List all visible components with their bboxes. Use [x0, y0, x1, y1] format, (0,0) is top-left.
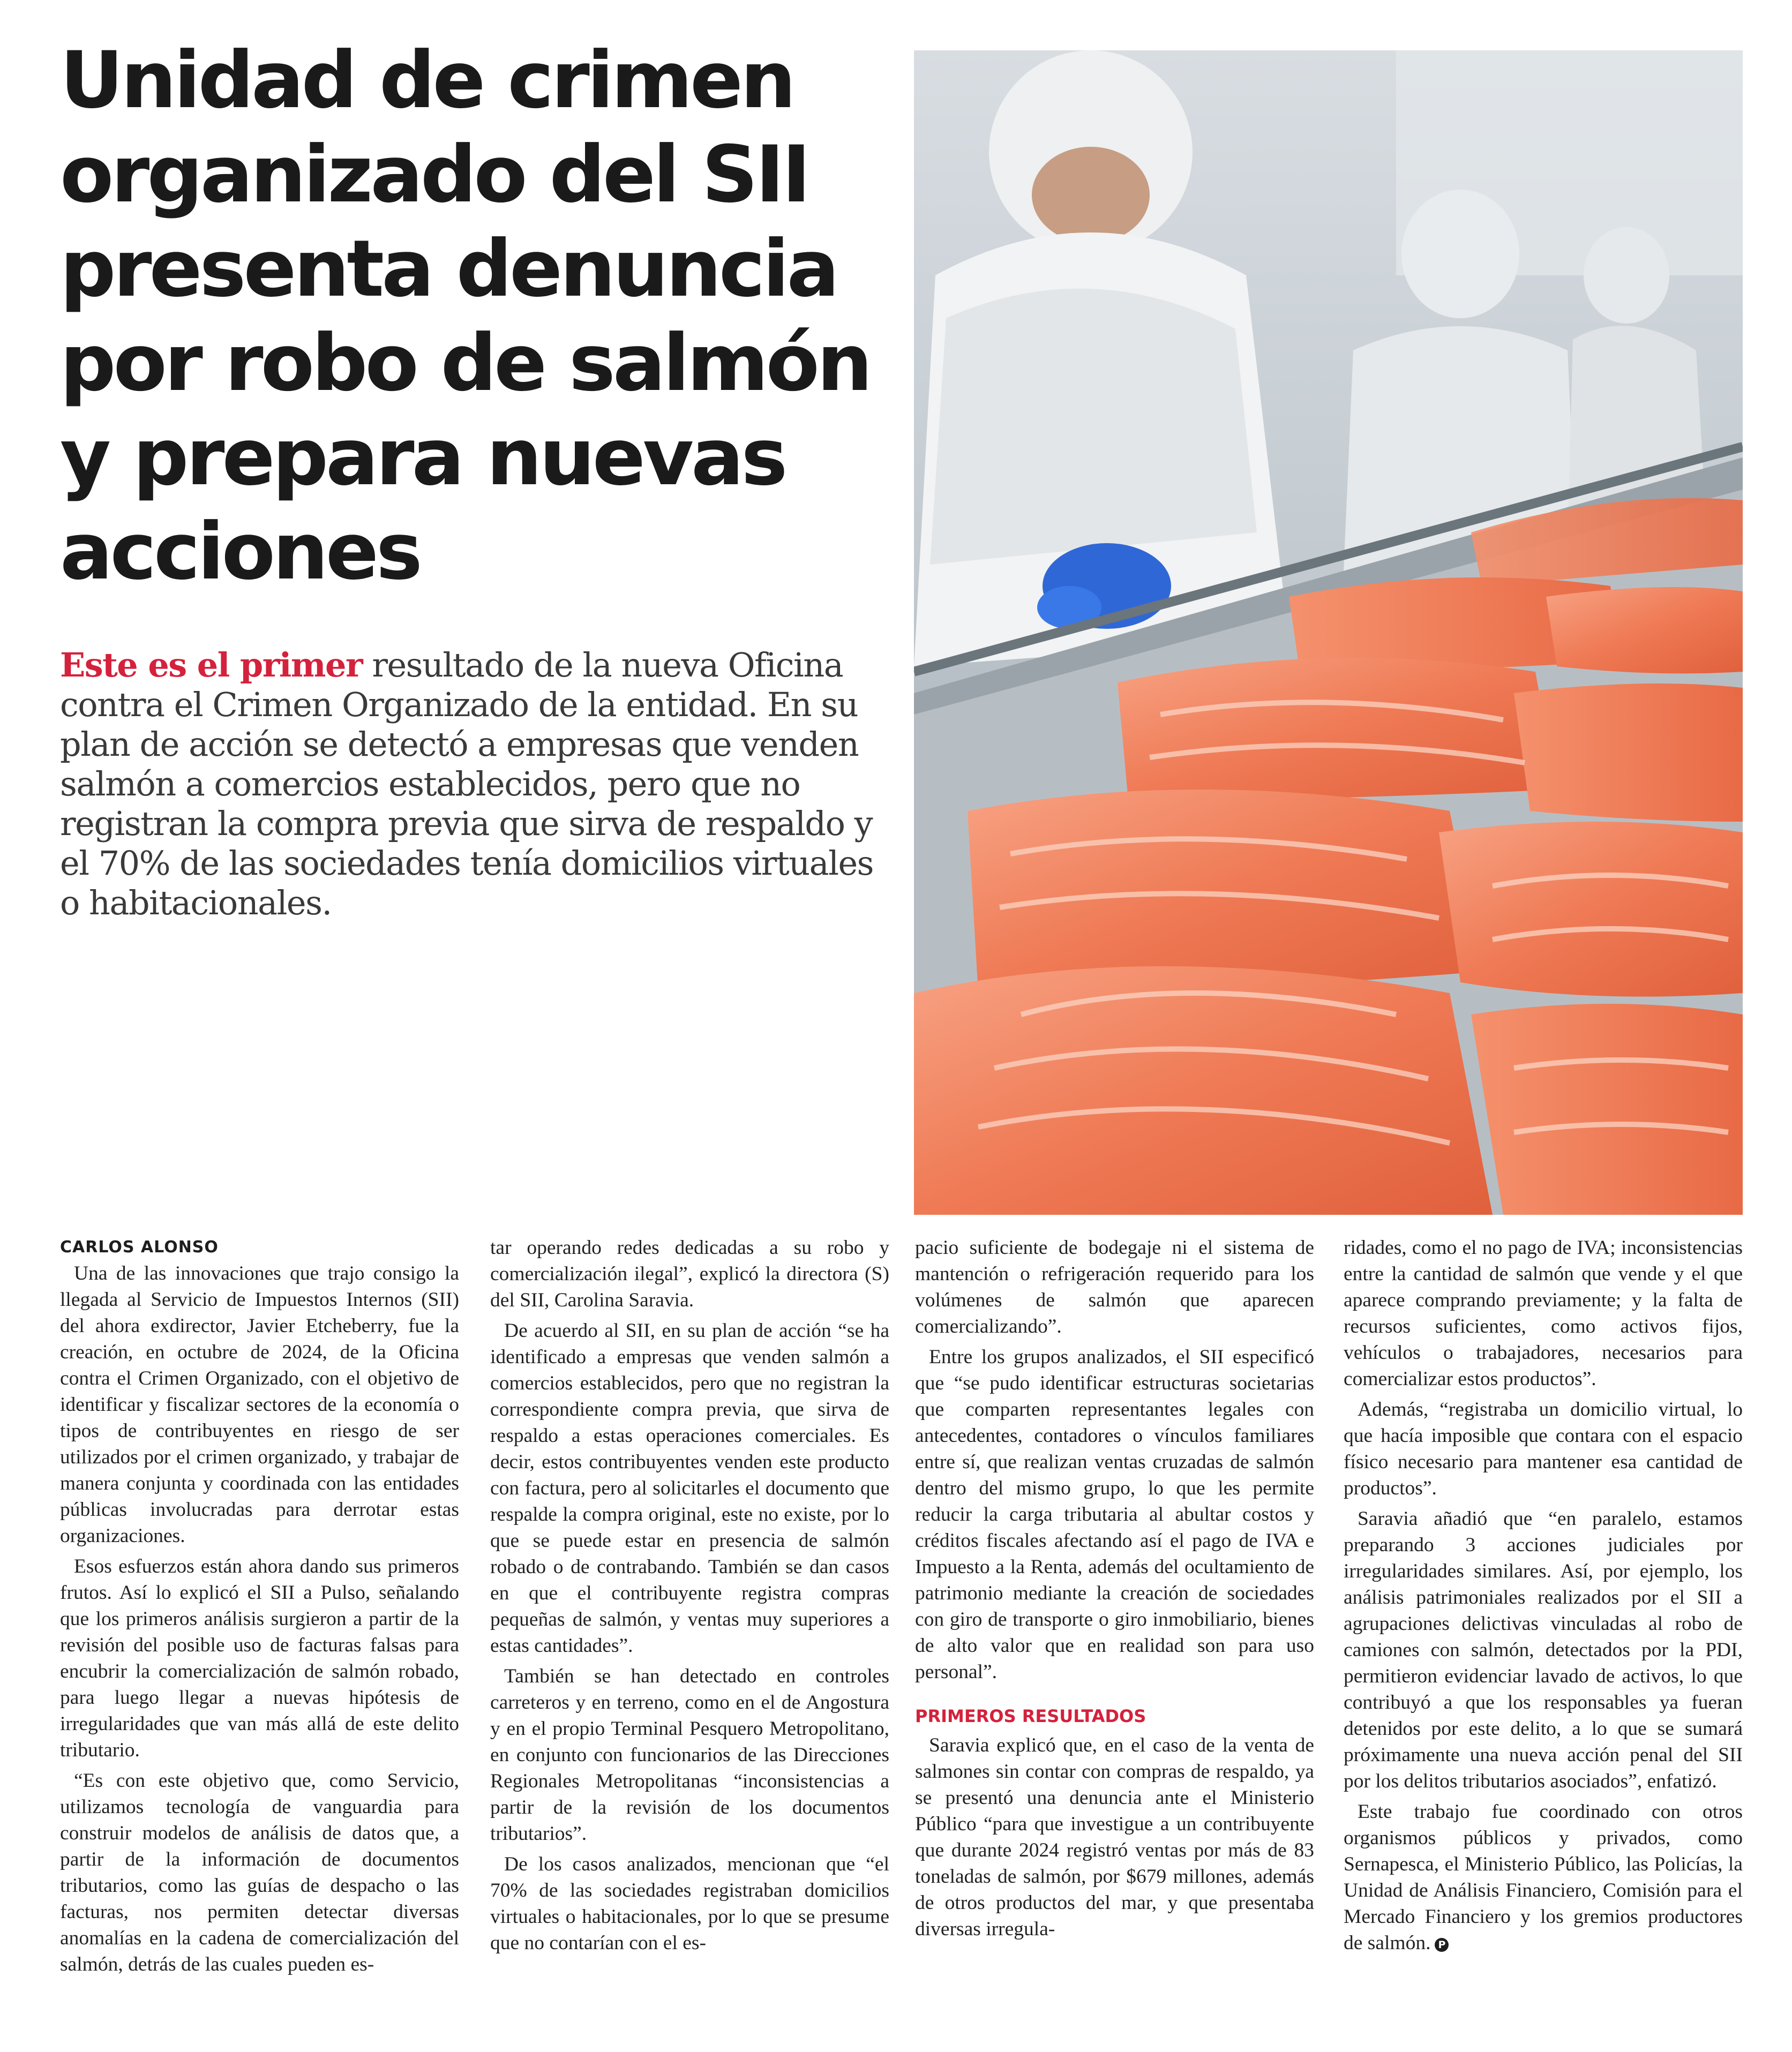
lede-text: resultado de la nueva Oficina contra el Crimen Organizado de la entidad. En su plan de acción se detectó a empresas que venden salmón a comercios establecidos, pero que no registran la compra previa que sirva de respaldo y el 70% de las sociedades tenía domicilios virtuales o habitacionales.	[60, 645, 873, 922]
lede	[60, 645, 896, 923]
article-column-2	[490, 1235, 889, 1956]
salmon-processing-line-photo	[914, 50, 1743, 1215]
headline: Unidad de crimen organizado del SII presenta denuncia por robo de salmón y prepara nuevas acciones	[60, 35, 870, 597]
paragraph: Entre los grupos analizados, el SII especificó que “se pudo identificar estructuras societarias que comparten representantes legales con antecedentes, contadores o vínculos familiares entre sí, que realizan ventas cruzadas de salmón dentro del mismo grupo, lo que les permite reducir la carga tributaria al abultar costos y créditos fiscales afectando así el pago de IVA e Impuesto a la Renta, además del ocultamiento de patrimonio mediante la creación de sociedades con giro de transporte o giro inmobiliario, bienes de alto valor que en realidad son para uso personal”.	[915, 1346, 1314, 1683]
end-mark-icon: P	[1435, 1938, 1449, 1952]
article-column-4	[1344, 1235, 1743, 1956]
paragraph	[1344, 1799, 1743, 1956]
article-column-3	[915, 1235, 1314, 1942]
paragraph: También se han detectado en controles carreteros y en terreno, como en el de Angostura y en el propio Terminal Pesquero Metropolitano, en conjunto con funcionarios de las Direcciones Regionales Metropolitanas “inconsistencias a partir de la revisión de los documentos tributarios”.	[490, 1665, 889, 1845]
paragraph: Saravia explicó que, en el caso de la venta de salmones sin contar con compras de respaldo, ya se presentó una denuncia ante el Ministerio Público “para que investigue a un contribuyente que durante 2024 registró ventas por más de 83 toneladas de salmón, por $679 millones, además de otros productos del mar, y que presentaba diversas irregula-	[915, 1734, 1314, 1940]
paragraph: ridades, como el no pago de IVA; inconsistencias entre la cantidad de salmón que vende y el que aparece comprando previamente; y la falta de recursos suficientes, como activos fijos, vehículos o trabajadores, necesarios para comercializar estos productos”.	[1344, 1237, 1743, 1390]
paragraph: pacio suficiente de bodegaje ni el sistema de mantención o refrigeración requerido para los volúmenes de salmón que aparecen comercializando”.	[915, 1237, 1314, 1337]
paragraph: tar operando redes dedicadas a su robo y comercialización ilegal”, explicó la directora (S) del SII, Carolina Saravia.	[490, 1237, 889, 1311]
paragraph: Esos esfuerzos están ahora dando sus primeros frutos. Así lo explicó el SII a Pulso, señalando que los primeros análisis surgieron a partir de la revisión del posible uso de facturas falsas para encubrir la comercialización de salmón robado, para luego llegar a nuevas hipótesis de irregularidades que van más allá de este delito tributario.	[60, 1555, 459, 1761]
paragraph: Una de las innovaciones que trajo consigo la llegada al Servicio de Impuestos Internos (SII) del ahora exdirector, Javier Etcheberry, fue la creación, en octubre de 2024, de la Oficina contra el Crimen Organizado, con el objetivo de identificar y fiscalizar sectores de la economía o tipos de contribuyentes en riesgo de ser utilizados por el crimen organizado, y trabajar de manera conjunta y coordinada con las entidades públicas involucradas para derrotar estas organizaciones.	[60, 1262, 459, 1547]
subheading: PRIMEROS RESULTADOS	[915, 1706, 1146, 1726]
paragraph: Además, “registraba un domicilio virtual, lo que hacía imposible que contara con el espacio físico necesario para mantener esa cantidad de productos”.	[1344, 1399, 1743, 1499]
lede-lead-in: Este es el primer	[60, 645, 363, 685]
paragraph-text: Este trabajo fue coordinado con otros organismos públicos y privados, como Sernapesca, el Ministerio Público, las Policías, la Unidad de Análisis Financiero, Comisión para el Mercado Financiero y los gremios productores de salmón.	[1344, 1801, 1743, 1954]
byline: CARLOS ALONSO	[60, 1238, 219, 1257]
article-body	[0, 1235, 1792, 2038]
paragraph: “Es con este objetivo que, como Servicio, utilizamos tecnología de vanguardia para construir modelos de análisis de datos que, a partir de la información de documentos tributarios, como las guías de despacho o las facturas, nos permiten detectar diversas anomalías en la cadena de comercialización del salmón, detrás de las cuales pueden es-	[60, 1770, 459, 1975]
paragraph: De los casos analizados, mencionan que “el 70% de las sociedades registraban domicilios virtuales o habitacionales, por lo que se presume que no contarían con el es-	[490, 1853, 889, 1954]
article-column-1	[60, 1235, 459, 1978]
paragraph: Saravia añadió que “en paralelo, estamos preparando 3 acciones judiciales por irregularidades similares. Así, por ejemplo, los análisis patrimoniales realizados por el SII a agrupaciones delictivas vinculadas al robo de camiones con salmón, detectados por la PDI, permitieron evidenciar lavado de activos, lo que contribuyó a que los responsables ya fueran detenidos por este delito, a lo que se sumará próximamente una nueva acción penal del SII por los delitos tributarios asociados”, enfatizó.	[1344, 1508, 1743, 1792]
paragraph: De acuerdo al SII, en su plan de acción “se ha identificado a empresas que venden salmón a comercios establecidos, pero que no registran la correspondiente compra previa, que sirva de respaldo a estas operaciones comerciales. Es decir, estos contribuyentes venden este producto con factura, pero al solicitarles el documento que respalde la compra original, este no existe, por lo que se puede estar en presencia de salmón robado o de contrabando. También se dan casos en que el contribuyente registra compras pequeñas de salmón, y ventas muy superiores a estas cantidades”.	[490, 1320, 889, 1657]
